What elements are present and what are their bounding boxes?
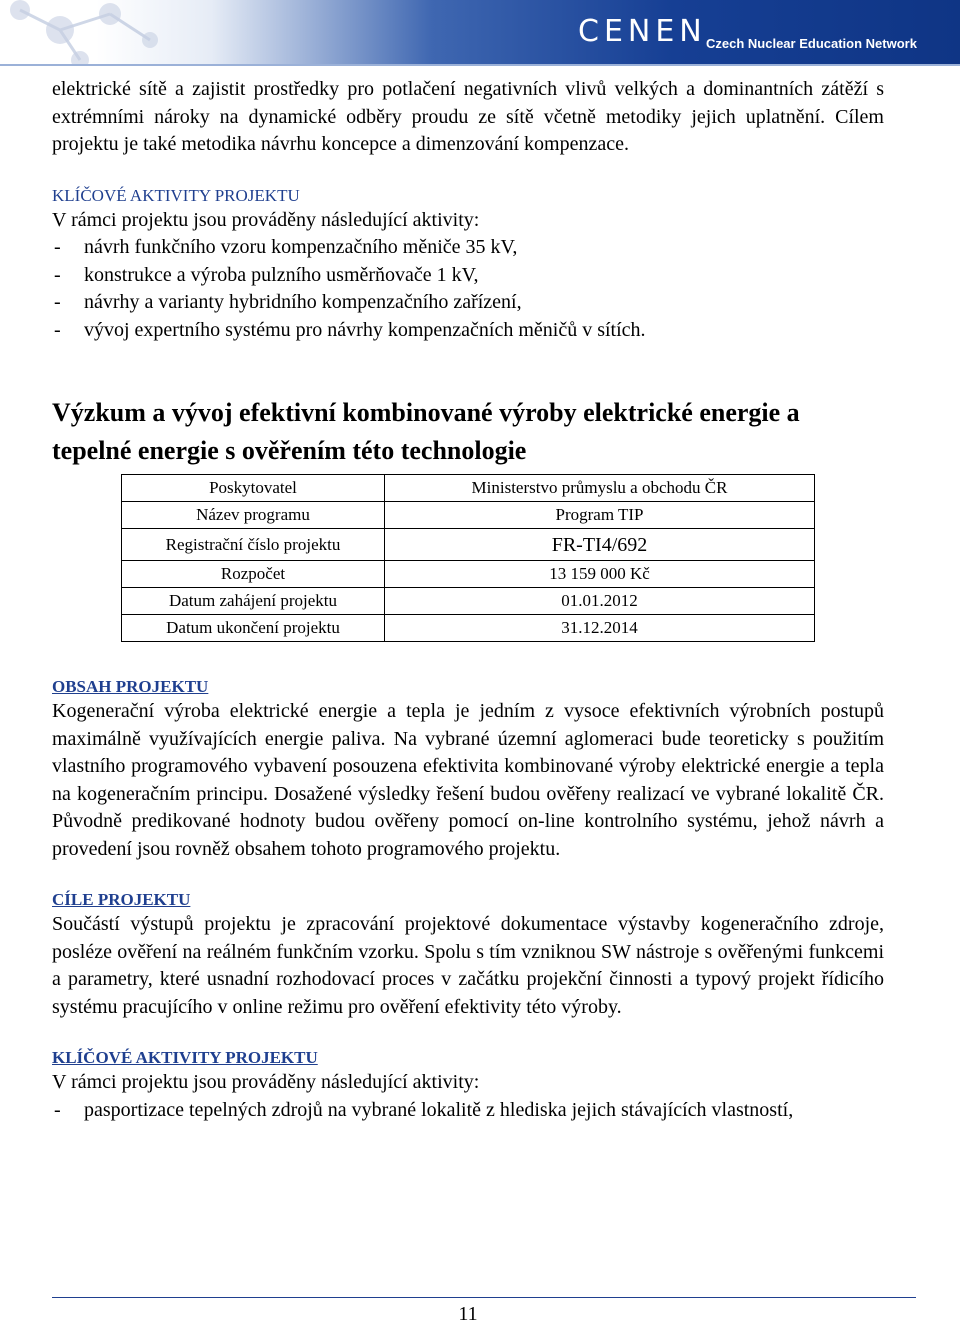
activities-list-2 xyxy=(52,1097,884,1125)
activities-heading-2: KLÍČOVÉ AKTIVITY PROJEKTU xyxy=(52,1048,318,1067)
goals-heading: CÍLE PROJEKTU xyxy=(52,890,191,909)
table-cell-label: Datum zahájení projektu xyxy=(122,588,385,615)
table-row xyxy=(122,561,815,588)
table-row xyxy=(122,502,815,529)
intro-paragraph: elektrické sítě a zajistit prostředky pro potlačení negativních vlivů velkých a dominantních zátěží s extrémními nároky na dynamické odběry proudu ze sítě včetně metodiky jejich uplatnění. Cílem projektu je také metodika návrhu koncepce a dimenzování kompenzace. xyxy=(52,78,884,155)
page-number: 11 xyxy=(458,1303,478,1325)
logo-subtitle: Czech Nuclear Education Network xyxy=(706,36,917,51)
table-cell-label: Datum ukončení projektu xyxy=(122,615,385,642)
list-item: - návrhy a varianty hybridního kompenzačního zařízení, xyxy=(52,289,884,317)
project-info-table xyxy=(121,474,815,642)
list-item: - pasportizace tepelných zdrojů na vybrané lokalitě z hlediska jejich stávajících vlastností, xyxy=(52,1097,884,1125)
table-cell-value: 01.01.2012 xyxy=(385,588,815,615)
banner-divider xyxy=(0,64,960,66)
table-cell-value: Ministerstvo průmyslu a obchodu ČR xyxy=(385,475,815,502)
activities-heading-1: KLÍČOVÉ AKTIVITY PROJEKTU xyxy=(52,185,300,205)
project-title: Výzkum a vývoj efektivní kombinované výroby elektrické energie a tepelné energie s ověřením této technologie xyxy=(52,398,800,465)
activities-list-1 xyxy=(52,234,884,344)
activities-intro-1: V rámci projektu jsou prováděny následující aktivity: xyxy=(52,208,480,231)
table-cell-value: 13 159 000 Kč xyxy=(385,561,815,588)
table-cell-label: Registrační číslo projektu xyxy=(122,529,385,561)
table-row xyxy=(122,615,815,642)
table-row xyxy=(122,529,815,561)
goals-paragraph: Součástí výstupů projektu je zpracování projektové dokumentace výstavby kogeneračního zdroje, posléze ověření na reálném funkčním vzorku. Spolu s tím vzniknou SW nástroje s ověřenými funkcemi a parametry, které usnadní rozhodovací proces v začátku projekční činnosti a typový projekt řídicího systému pracujícího v online režimu pro ověření efektivity této výroby. xyxy=(52,913,884,1018)
footer-divider xyxy=(52,1297,916,1298)
table-cell-label: Poskytovatel xyxy=(122,475,385,502)
molecule-logo-icon xyxy=(0,0,300,66)
header-banner xyxy=(0,0,960,66)
content-paragraph: Kogenerační výroba elektrické energie a tepla je jedním z vysoce efektivních výrobních postupů maximálně využívajících energie paliva. Na vybrané územní aglomeraci bude teoreticky s použitím vlastního programového vybavení posouzena efektivita kombinované výroby elektrické energie a tepla na kogeneračním principu. Dosažené výsledky řešení budou ověřeny realizací ve vybrané lokalitě ČR. Původně predikované hodnoty budou ověřeny pomocí on-line kontrolního systému, jehož návrh a provedení jsou rovněž obsahem tohoto programového projektu. xyxy=(52,700,884,860)
list-item: - konstrukce a výroba pulzního usměrňovače 1 kV, xyxy=(52,262,884,290)
table-row xyxy=(122,588,815,615)
table-cell-value: FR-TI4/692 xyxy=(385,529,815,561)
table-row xyxy=(122,475,815,502)
table-cell-label: Rozpočet xyxy=(122,561,385,588)
logo-wordmark: CENEN xyxy=(578,14,707,49)
list-item: - vývoj expertního systému pro návrhy kompenzačních měničů v sítích. xyxy=(52,317,884,345)
table-cell-value: Program TIP xyxy=(385,502,815,529)
document-body xyxy=(52,76,884,1124)
list-item: - návrh funkčního vzoru kompenzačního měniče 35 kV, xyxy=(52,234,884,262)
content-heading: OBSAH PROJEKTU xyxy=(52,677,209,696)
activities-intro-2: V rámci projektu jsou prováděny následující aktivity: xyxy=(52,1071,480,1093)
table-cell-value: 31.12.2014 xyxy=(385,615,815,642)
table-cell-label: Název programu xyxy=(122,502,385,529)
